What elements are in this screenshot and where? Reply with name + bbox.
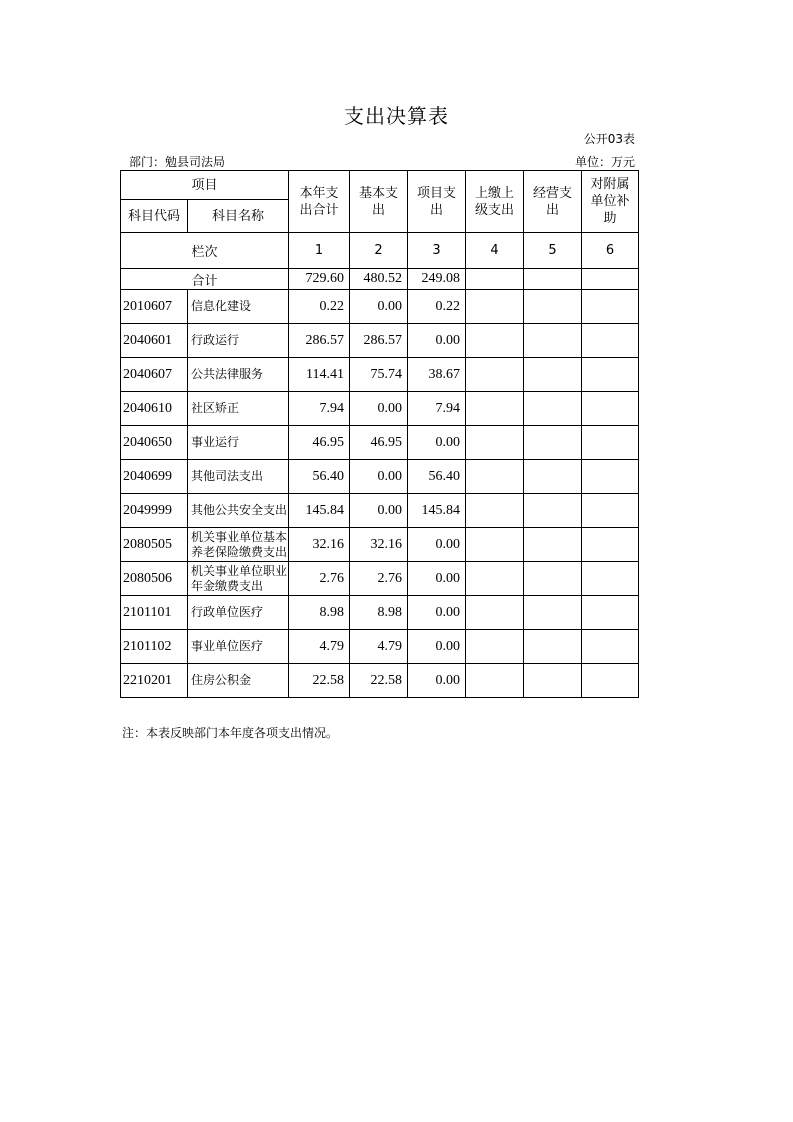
amount-cell: 0.00 xyxy=(408,596,466,630)
amount-cell xyxy=(524,596,582,630)
amount-cell: 0.00 xyxy=(408,528,466,562)
table-row xyxy=(121,528,639,562)
subject-name-cell: 社区矫正 xyxy=(188,392,289,426)
amount-cell xyxy=(466,494,524,528)
amount-cell: 0.00 xyxy=(408,630,466,664)
amount-cell xyxy=(466,596,524,630)
column-index-label: 栏次 xyxy=(121,233,289,269)
amount-cell xyxy=(524,494,582,528)
amount-cell xyxy=(466,630,524,664)
column-index-cell: 1 xyxy=(289,233,350,269)
amount-cell: 46.95 xyxy=(350,426,408,460)
table-row xyxy=(121,630,639,664)
subject-name-cell: 住房公积金 xyxy=(188,664,289,698)
subject-code-cell: 2040601 xyxy=(121,324,188,358)
subject-name-cell: 事业单位医疗 xyxy=(188,630,289,664)
table-row xyxy=(121,562,639,596)
amount-cell: 8.98 xyxy=(350,596,408,630)
total-cell xyxy=(524,269,582,290)
column-index-cell: 6 xyxy=(582,233,639,269)
amount-cell xyxy=(466,562,524,596)
column-index-cell: 2 xyxy=(350,233,408,269)
subject-code-cell: 2010607 xyxy=(121,290,188,324)
subject-name-cell: 机关事业单位职业年金缴费支出 xyxy=(188,562,289,596)
header-col-1: 本年支出合计 xyxy=(289,171,350,233)
amount-cell: 0.00 xyxy=(408,426,466,460)
amount-cell: 4.79 xyxy=(289,630,350,664)
amount-cell: 145.84 xyxy=(289,494,350,528)
total-row xyxy=(121,269,639,290)
unit-label: 单位：万元 xyxy=(574,155,635,169)
amount-cell: 32.16 xyxy=(350,528,408,562)
amount-cell: 56.40 xyxy=(408,460,466,494)
header-col-3: 项目支出 xyxy=(408,171,466,233)
amount-cell: 114.41 xyxy=(289,358,350,392)
amount-cell xyxy=(524,460,582,494)
subject-name-cell: 其他公共安全支出 xyxy=(188,494,289,528)
expenditure-table xyxy=(120,170,639,698)
amount-cell xyxy=(466,290,524,324)
amount-cell xyxy=(466,324,524,358)
total-label: 合计 xyxy=(121,269,289,290)
total-cell xyxy=(582,269,639,290)
subject-code-cell: 2210201 xyxy=(121,664,188,698)
amount-cell xyxy=(582,596,639,630)
subject-code-cell: 2080506 xyxy=(121,562,188,596)
amount-cell: 0.00 xyxy=(408,664,466,698)
subject-name-cell: 行政单位医疗 xyxy=(188,596,289,630)
total-cell: 480.52 xyxy=(350,269,408,290)
amount-cell: 0.22 xyxy=(289,290,350,324)
amount-cell xyxy=(466,426,524,460)
amount-cell: 145.84 xyxy=(408,494,466,528)
subject-code-cell: 2040699 xyxy=(121,460,188,494)
subject-name-cell: 信息化建设 xyxy=(188,290,289,324)
table-row xyxy=(121,596,639,630)
amount-cell xyxy=(582,630,639,664)
footnote: 注：本表反映部门本年度各项支出情况。 xyxy=(122,726,339,740)
amount-cell: 286.57 xyxy=(289,324,350,358)
amount-cell: 7.94 xyxy=(408,392,466,426)
amount-cell: 56.40 xyxy=(289,460,350,494)
table-row xyxy=(121,358,639,392)
amount-cell: 38.67 xyxy=(408,358,466,392)
amount-cell: 2.76 xyxy=(289,562,350,596)
amount-cell xyxy=(524,562,582,596)
amount-cell: 0.22 xyxy=(408,290,466,324)
amount-cell: 0.00 xyxy=(350,494,408,528)
column-index-cell: 5 xyxy=(524,233,582,269)
amount-cell xyxy=(524,630,582,664)
header-col-5: 经营支出 xyxy=(524,171,582,233)
header-name: 科目名称 xyxy=(188,200,289,233)
amount-cell: 22.58 xyxy=(289,664,350,698)
amount-cell xyxy=(524,392,582,426)
total-cell: 729.60 xyxy=(289,269,350,290)
department-label: 部门：勉县司法局 xyxy=(129,155,226,169)
subject-code-cell: 2040607 xyxy=(121,358,188,392)
amount-cell xyxy=(582,494,639,528)
table-row xyxy=(121,664,639,698)
subject-code-cell: 2040610 xyxy=(121,392,188,426)
header-col-2: 基本支出 xyxy=(350,171,408,233)
subject-code-cell: 2101102 xyxy=(121,630,188,664)
amount-cell: 286.57 xyxy=(350,324,408,358)
page-title: 支出决算表 xyxy=(344,104,449,128)
table-row xyxy=(121,290,639,324)
subject-name-cell: 其他司法支出 xyxy=(188,460,289,494)
amount-cell: 0.00 xyxy=(350,290,408,324)
header-item: 项目 xyxy=(121,171,289,200)
table-row xyxy=(121,392,639,426)
subject-name-cell: 机关事业单位基本养老保险缴费支出 xyxy=(188,528,289,562)
amount-cell xyxy=(524,426,582,460)
column-index-cell: 3 xyxy=(408,233,466,269)
header-code: 科目代码 xyxy=(121,200,188,233)
subject-code-cell: 2040650 xyxy=(121,426,188,460)
amount-cell: 7.94 xyxy=(289,392,350,426)
amount-cell xyxy=(524,290,582,324)
amount-cell xyxy=(582,426,639,460)
amount-cell: 0.00 xyxy=(408,324,466,358)
form-number: 公开03表 xyxy=(583,132,635,146)
subject-code-cell: 2101101 xyxy=(121,596,188,630)
header-col-6: 对附属单位补助 xyxy=(582,171,639,233)
subject-name-cell: 事业运行 xyxy=(188,426,289,460)
amount-cell: 0.00 xyxy=(408,562,466,596)
subject-name-cell: 行政运行 xyxy=(188,324,289,358)
subject-code-cell: 2049999 xyxy=(121,494,188,528)
amount-cell: 0.00 xyxy=(350,460,408,494)
table-row xyxy=(121,460,639,494)
amount-cell: 32.16 xyxy=(289,528,350,562)
table-row xyxy=(121,494,639,528)
amount-cell: 2.76 xyxy=(350,562,408,596)
amount-cell: 75.74 xyxy=(350,358,408,392)
amount-cell xyxy=(524,664,582,698)
amount-cell xyxy=(582,392,639,426)
subject-name-cell: 公共法律服务 xyxy=(188,358,289,392)
amount-cell: 22.58 xyxy=(350,664,408,698)
amount-cell xyxy=(466,392,524,426)
amount-cell xyxy=(582,324,639,358)
amount-cell xyxy=(524,358,582,392)
amount-cell xyxy=(582,664,639,698)
table-row xyxy=(121,324,639,358)
table-row xyxy=(121,426,639,460)
amount-cell xyxy=(582,358,639,392)
total-cell xyxy=(466,269,524,290)
amount-cell: 46.95 xyxy=(289,426,350,460)
amount-cell: 4.79 xyxy=(350,630,408,664)
column-index-cell: 4 xyxy=(466,233,524,269)
amount-cell xyxy=(466,460,524,494)
amount-cell xyxy=(582,290,639,324)
total-cell: 249.08 xyxy=(408,269,466,290)
amount-cell xyxy=(524,528,582,562)
amount-cell: 8.98 xyxy=(289,596,350,630)
amount-cell xyxy=(466,358,524,392)
amount-cell xyxy=(582,562,639,596)
header-col-4: 上缴上级支出 xyxy=(466,171,524,233)
amount-cell xyxy=(466,528,524,562)
amount-cell xyxy=(524,324,582,358)
amount-cell xyxy=(466,664,524,698)
subject-code-cell: 2080505 xyxy=(121,528,188,562)
amount-cell xyxy=(582,528,639,562)
column-index-row xyxy=(121,233,639,269)
amount-cell: 0.00 xyxy=(350,392,408,426)
amount-cell xyxy=(582,460,639,494)
